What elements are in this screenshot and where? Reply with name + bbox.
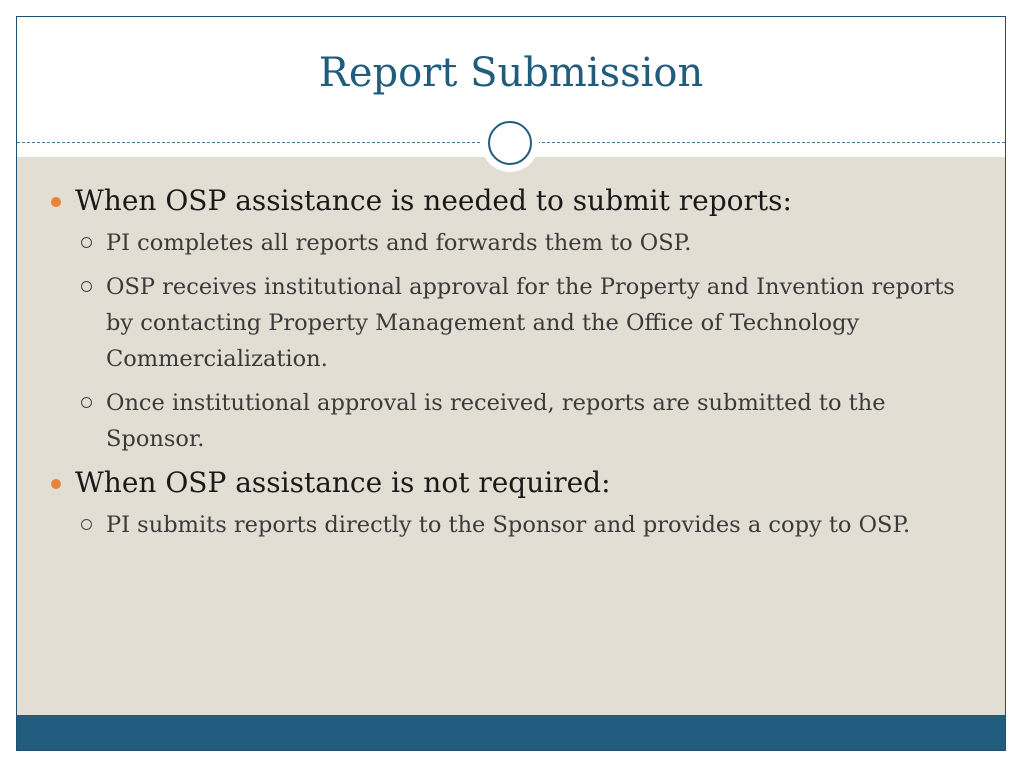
bullet-ring-icon [81,281,92,292]
bullet-item [47,183,977,219]
sub-bullet-item [47,225,977,261]
slide-title: Report Submission [318,50,704,96]
footer-bar [17,715,1005,751]
sub-bullet-text: PI completes all reports and forwards them to OSP. [106,230,692,256]
bullet-text: When OSP assistance is not required: [75,466,611,499]
bullet-list [47,183,977,551]
sub-bullet-text: Once institutional approval is received, reports are submitted to the Sponsor. [106,390,886,452]
bullet-text: When OSP assistance is needed to submit reports: [75,184,792,217]
bullet-dot-icon [51,479,61,489]
sub-bullet-text: PI submits reports directly to the Sponsor and provides a copy to OSP. [106,512,911,538]
bullet-ring-icon [81,397,92,408]
divider-circle-icon [481,114,539,172]
sub-bullet-item [47,507,977,543]
bullet-ring-icon [81,237,92,248]
divider-circle-ring [488,121,532,165]
sub-bullet-item [47,385,977,457]
bullet-dot-icon [51,197,61,207]
bullet-item [47,465,977,501]
bullet-ring-icon [81,519,92,530]
sub-bullet-item [47,269,977,377]
content-area [17,157,1005,715]
slide [16,16,1006,751]
sub-bullet-text: OSP receives institutional approval for the Property and Invention reports by contacting Property Management and the Office of Technology Commercialization. [106,274,955,372]
